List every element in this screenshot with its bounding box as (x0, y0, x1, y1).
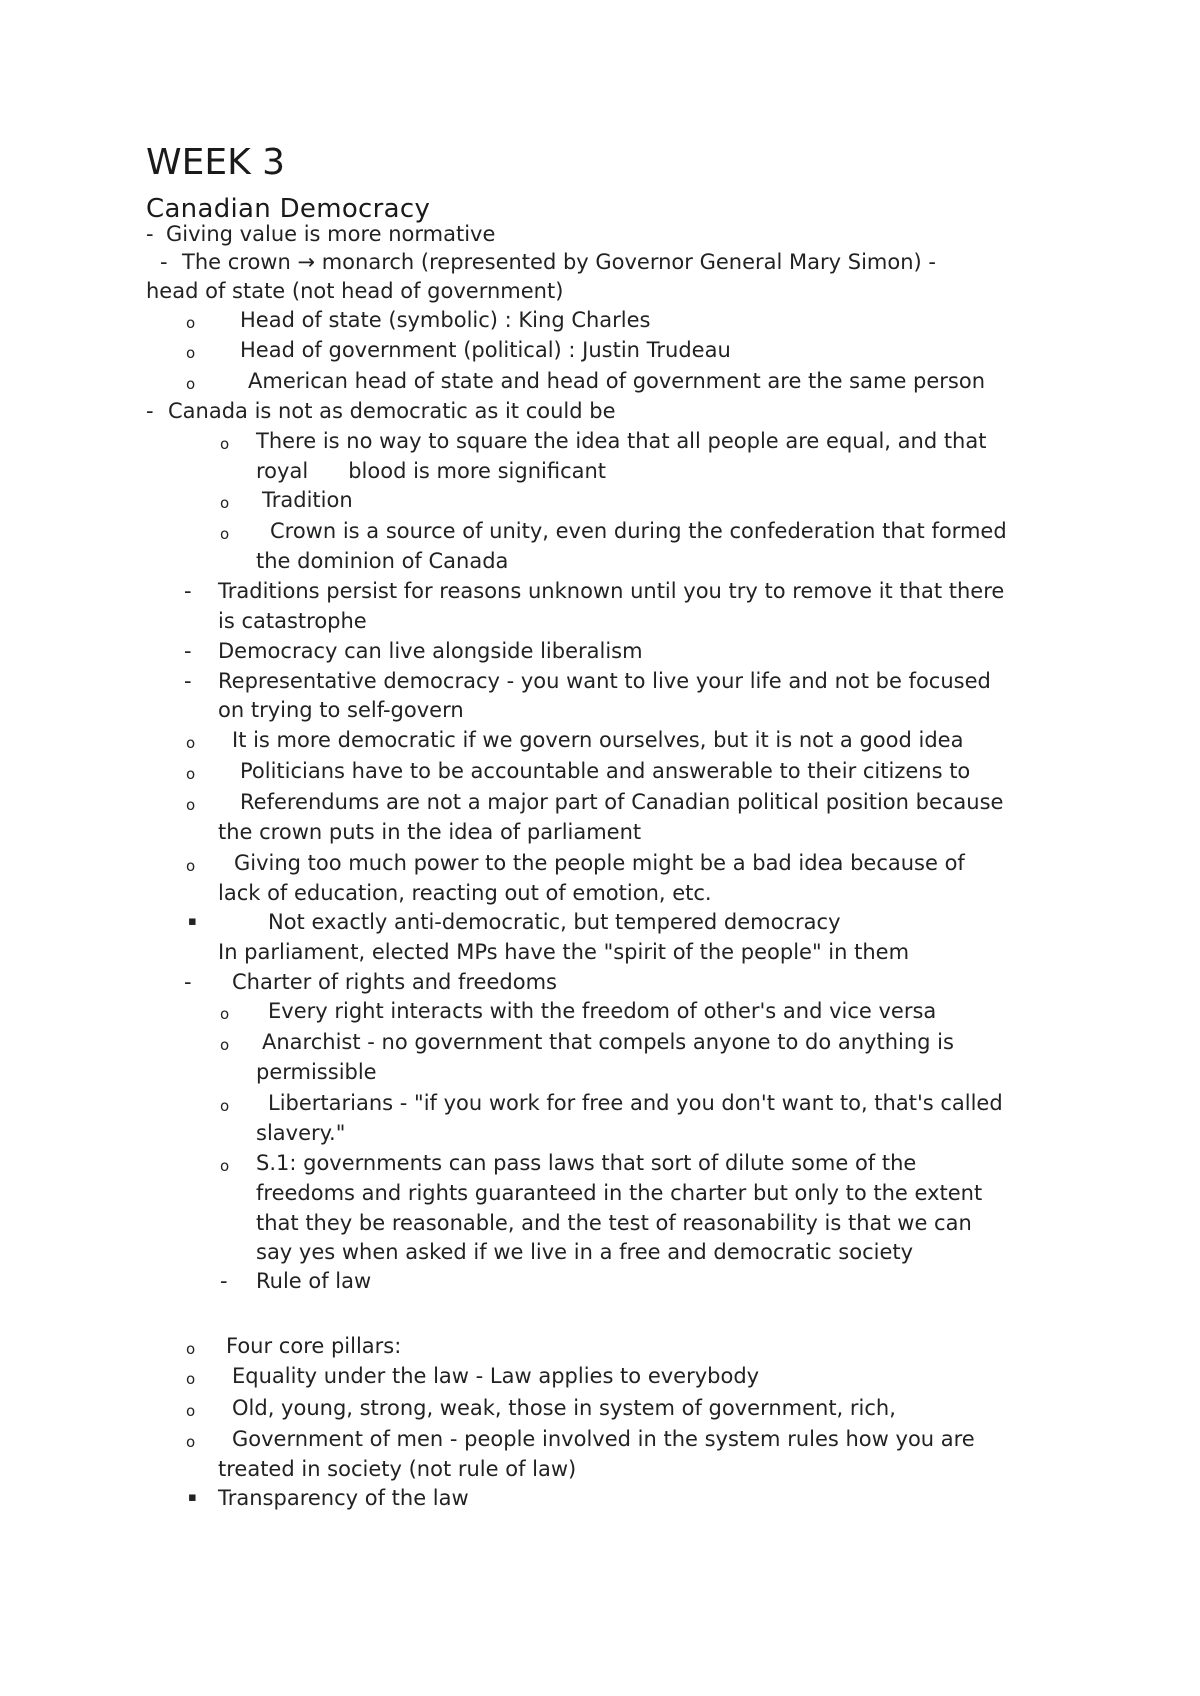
note-line: Head of state (symbolic) : King Charles (240, 308, 651, 332)
bullet-circle-icon: o (186, 857, 196, 875)
note-line: American head of state and head of government are the same person (248, 369, 986, 393)
bullet-circle-icon: o (220, 525, 230, 543)
note-line: Head of government (political) : Justin Trudeau (240, 338, 731, 362)
bullet-circle-icon: o (220, 1157, 230, 1175)
note-line: Politicians have to be accountable and answerable to their citizens to (240, 759, 971, 783)
bullet-dash-icon: - (146, 399, 154, 423)
note-line: say yes when asked if we live in a free and democratic society (256, 1240, 914, 1264)
note-line: Charter of rights and freedoms (232, 970, 557, 994)
note-line: Giving too much power to the people might be a bad idea because of (234, 851, 965, 875)
note-line: Libertarians - "if you work for free and you don't want to, that's called (268, 1091, 1003, 1115)
note-line: Old, young, strong, weak, those in system of government, rich, (232, 1396, 896, 1420)
note-line: In parliament, elected MPs have the "spirit of the people" in them (218, 940, 910, 964)
bullet-dash-icon: - (184, 639, 192, 663)
note-line: freedoms and rights guaranteed in the charter but only to the extent (256, 1181, 983, 1205)
note-line: Anarchist - no government that compels anyone to do anything is (262, 1030, 954, 1054)
bullet-dash-icon: - (184, 970, 192, 994)
note-line: slavery." (256, 1121, 346, 1145)
bullet-circle-icon: o (186, 1433, 196, 1451)
bullet-circle-icon: o (220, 435, 230, 453)
note-line: Equality under the law - Law applies to everybody (232, 1364, 760, 1388)
bullet-circle-icon: o (186, 1402, 196, 1420)
bullet-circle-icon: o (220, 1036, 230, 1054)
bullet-square-icon: ▪ (188, 914, 197, 929)
note-line: the crown puts in the idea of parliament (218, 820, 642, 844)
note-line: There is no way to square the idea that all people are equal, and that (256, 429, 987, 453)
note-line: Not exactly anti-democratic, but tempered democracy (268, 910, 841, 934)
bullet-circle-icon: o (186, 796, 196, 814)
note-line: It is more democratic if we govern ourselves, but it is not a good idea (232, 728, 964, 752)
note-line: Government of men - people involved in the system rules how you are (232, 1427, 975, 1451)
note-line: The crown → monarch (represented by Governor General Mary Simon) - (182, 250, 936, 274)
bullet-dash-icon: - (184, 579, 192, 603)
note-line: Democracy can live alongside liberalism (218, 639, 643, 663)
bullet-circle-icon: o (186, 1340, 196, 1358)
note-line: permissible (256, 1060, 377, 1084)
note-line: Giving value is more normative (166, 222, 496, 246)
bullet-square-icon: ▪ (188, 1490, 197, 1505)
note-line: treated in society (not rule of law) (218, 1457, 577, 1481)
note-line: Rule of law (256, 1269, 372, 1293)
note-line: Tradition (262, 488, 353, 512)
bullet-dash-icon: - (146, 222, 154, 246)
bullet-circle-icon: o (220, 1005, 230, 1023)
document-subtitle: Canadian Democracy (146, 194, 431, 224)
note-line: Crown is a source of unity, even during the confederation that formed (270, 519, 1007, 543)
bullet-circle-icon: o (186, 765, 196, 783)
note-line: lack of education, reacting out of emotion, etc. (218, 881, 712, 905)
bullet-circle-icon: o (186, 375, 196, 393)
note-line: head of state (not head of government) (146, 279, 564, 303)
bullet-dash-icon: - (184, 669, 192, 693)
bullet-circle-icon: o (186, 314, 196, 332)
note-line: Canada is not as democratic as it could be (168, 399, 616, 423)
note-line: on trying to self-govern (218, 698, 464, 722)
note-line: Referendums are not a major part of Canadian political position because (240, 790, 1004, 814)
bullet-dash-icon: - (160, 250, 168, 274)
document-title: WEEK 3 (146, 142, 286, 183)
note-line: Every right interacts with the freedom of other's and vice versa (268, 999, 937, 1023)
bullet-dash-icon: - (220, 1269, 228, 1293)
bullet-circle-icon: o (186, 1370, 196, 1388)
bullet-circle-icon: o (220, 1097, 230, 1115)
note-line: Traditions persist for reasons unknown until you try to remove it that there (218, 579, 1005, 603)
note-line: Four core pillars: (226, 1334, 402, 1358)
note-line: the dominion of Canada (256, 549, 509, 573)
note-line: S.1: governments can pass laws that sort of dilute some of the (256, 1151, 917, 1175)
note-line: Transparency of the law (218, 1486, 469, 1510)
note-line: Representative democracy - you want to live your life and not be focused (218, 669, 991, 693)
note-line: that they be reasonable, and the test of reasonability is that we can (256, 1211, 972, 1235)
bullet-circle-icon: o (220, 494, 230, 512)
bullet-circle-icon: o (186, 344, 196, 362)
bullet-circle-icon: o (186, 734, 196, 752)
note-line: is catastrophe (218, 609, 367, 633)
note-line: royal blood is more significant (256, 459, 607, 483)
